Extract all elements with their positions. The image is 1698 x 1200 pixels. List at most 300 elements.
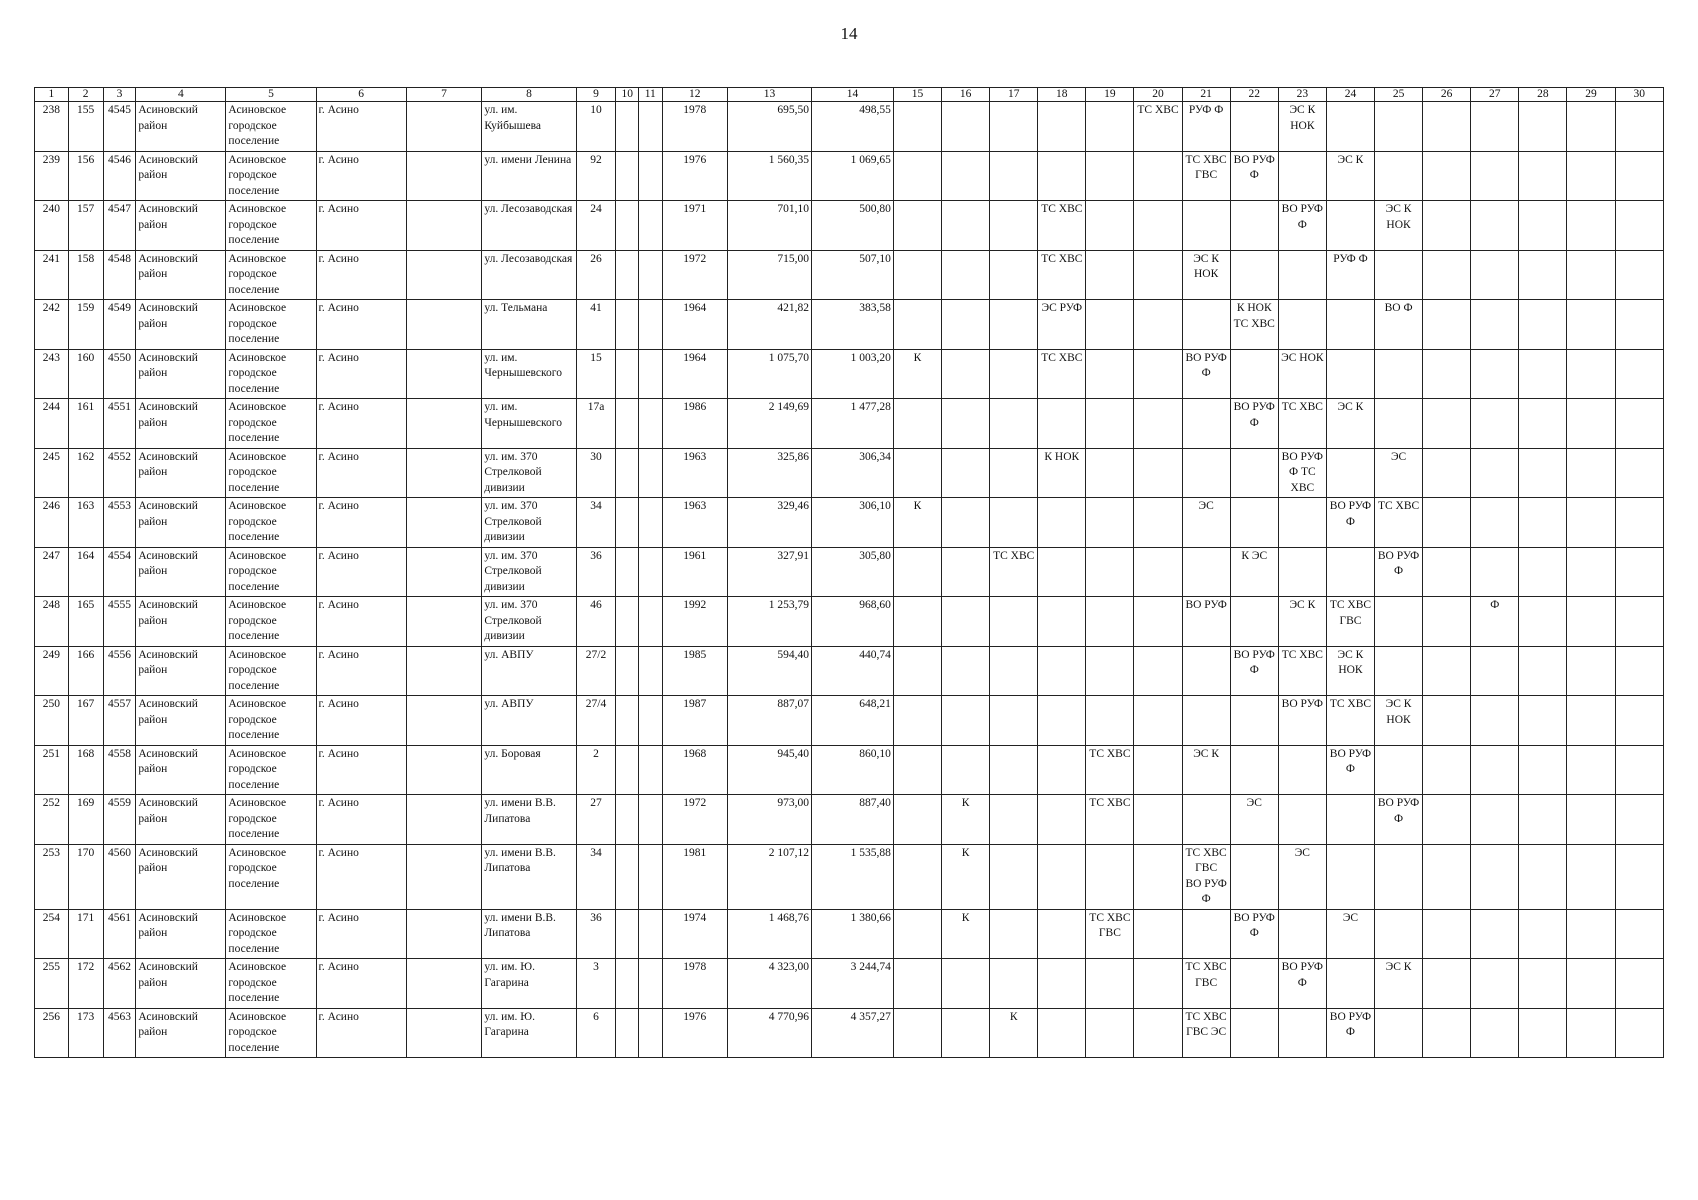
column-header-7: 7: [406, 88, 482, 102]
cell-col-8: ул. им. Куйбышева: [482, 102, 576, 152]
cell-col-4: Асиновский район: [136, 795, 226, 845]
cell-col-23: ВО РУФ Ф ТС ХВС: [1278, 448, 1326, 498]
cell-col-2: 162: [68, 448, 103, 498]
cell-col-8: ул. им. Ю. Гагарина: [482, 1008, 576, 1058]
cell-col-11: [639, 448, 663, 498]
cell-col-22: ВО РУФ Ф: [1230, 909, 1278, 959]
cell-col-30: [1615, 959, 1663, 1009]
cell-col-30: [1615, 646, 1663, 696]
cell-col-5: Асиновское городское поселение: [226, 909, 316, 959]
cell-col-11: [639, 844, 663, 909]
cell-col-18: ТС ХВС: [1038, 250, 1086, 300]
cell-col-2: 168: [68, 745, 103, 795]
cell-col-23: [1278, 498, 1326, 548]
cell-col-24: ЭС К НОК: [1326, 646, 1374, 696]
cell-col-22: ВО РУФ Ф: [1230, 151, 1278, 201]
cell-col-6: г. Асино: [316, 597, 406, 647]
cell-col-5: Асиновское городское поселение: [226, 201, 316, 251]
cell-col-27: [1471, 448, 1519, 498]
cell-col-16: [942, 745, 990, 795]
cell-col-21: [1182, 696, 1230, 746]
cell-col-19: [1086, 300, 1134, 350]
cell-col-17: [990, 151, 1038, 201]
cell-col-21: ТС ХВС ГВС ВО РУФ Ф: [1182, 844, 1230, 909]
cell-col-16: [942, 498, 990, 548]
cell-col-3: 4554: [103, 547, 136, 597]
column-header-27: 27: [1471, 88, 1519, 102]
cell-col-27: [1471, 201, 1519, 251]
cell-col-29: [1567, 349, 1615, 399]
cell-col-1: 256: [35, 1008, 69, 1058]
cell-col-29: [1567, 250, 1615, 300]
cell-col-7: [406, 448, 482, 498]
cell-col-18: [1038, 1008, 1086, 1058]
cell-col-25: [1375, 745, 1423, 795]
cell-col-18: [1038, 547, 1086, 597]
cell-col-11: [639, 597, 663, 647]
cell-col-22: [1230, 597, 1278, 647]
cell-col-17: [990, 597, 1038, 647]
cell-col-20: [1134, 909, 1182, 959]
cell-col-12: 1972: [662, 795, 728, 845]
cell-col-11: [639, 745, 663, 795]
cell-col-16: [942, 1008, 990, 1058]
cell-col-20: [1134, 399, 1182, 449]
cell-col-4: Асиновский район: [136, 300, 226, 350]
cell-col-21: [1182, 547, 1230, 597]
cell-col-8: ул. АВПУ: [482, 646, 576, 696]
cell-col-25: ВО РУФ Ф: [1375, 547, 1423, 597]
cell-col-29: [1567, 300, 1615, 350]
cell-col-3: 4556: [103, 646, 136, 696]
cell-col-6: г. Асино: [316, 399, 406, 449]
cell-col-8: ул. Лесозаводская: [482, 250, 576, 300]
cell-col-29: [1567, 909, 1615, 959]
cell-col-22: [1230, 102, 1278, 152]
cell-col-24: [1326, 349, 1374, 399]
cell-col-1: 253: [35, 844, 69, 909]
cell-col-16: [942, 349, 990, 399]
cell-col-23: ТС ХВС: [1278, 646, 1326, 696]
cell-col-27: [1471, 1008, 1519, 1058]
table-row: [35, 448, 1664, 498]
cell-col-18: [1038, 745, 1086, 795]
cell-col-2: 163: [68, 498, 103, 548]
cell-col-13: 594,40: [728, 646, 812, 696]
cell-col-4: Асиновский район: [136, 498, 226, 548]
cell-col-13: 4 770,96: [728, 1008, 812, 1058]
cell-col-16: К: [942, 795, 990, 845]
cell-col-10: [616, 349, 639, 399]
column-header-5: 5: [226, 88, 316, 102]
cell-col-4: Асиновский район: [136, 547, 226, 597]
cell-col-23: [1278, 909, 1326, 959]
cell-col-8: ул. Боровая: [482, 745, 576, 795]
cell-col-6: г. Асино: [316, 844, 406, 909]
cell-col-13: 715,00: [728, 250, 812, 300]
cell-col-27: Ф: [1471, 597, 1519, 647]
cell-col-8: ул. имени В.В. Липатова: [482, 909, 576, 959]
cell-col-3: 4553: [103, 498, 136, 548]
cell-col-28: [1519, 547, 1567, 597]
cell-col-19: [1086, 959, 1134, 1009]
cell-col-8: ул. им. Чернышевского: [482, 349, 576, 399]
cell-col-1: 244: [35, 399, 69, 449]
cell-col-9: 17а: [576, 399, 616, 449]
cell-col-10: [616, 844, 639, 909]
cell-col-15: [893, 959, 941, 1009]
cell-col-21: [1182, 795, 1230, 845]
cell-col-28: [1519, 959, 1567, 1009]
cell-col-26: [1423, 250, 1471, 300]
cell-col-3: 4559: [103, 795, 136, 845]
cell-col-24: ВО РУФ Ф: [1326, 745, 1374, 795]
cell-col-15: [893, 102, 941, 152]
cell-col-24: [1326, 300, 1374, 350]
cell-col-9: 6: [576, 1008, 616, 1058]
cell-col-8: ул. имени Ленина: [482, 151, 576, 201]
cell-col-25: ЭС К НОК: [1375, 696, 1423, 746]
cell-col-9: 30: [576, 448, 616, 498]
cell-col-10: [616, 448, 639, 498]
column-header-14: 14: [812, 88, 894, 102]
cell-col-22: [1230, 1008, 1278, 1058]
cell-col-28: [1519, 201, 1567, 251]
cell-col-18: К НОК: [1038, 448, 1086, 498]
cell-col-15: [893, 909, 941, 959]
cell-col-10: [616, 959, 639, 1009]
cell-col-11: [639, 909, 663, 959]
cell-col-5: Асиновское городское поселение: [226, 795, 316, 845]
cell-col-3: 4560: [103, 844, 136, 909]
cell-col-30: [1615, 1008, 1663, 1058]
cell-col-16: К: [942, 909, 990, 959]
cell-col-21: ВО РУФ Ф: [1182, 349, 1230, 399]
cell-col-2: 160: [68, 349, 103, 399]
table-row: [35, 300, 1664, 350]
cell-col-15: [893, 300, 941, 350]
cell-col-2: 164: [68, 547, 103, 597]
cell-col-5: Асиновское городское поселение: [226, 399, 316, 449]
cell-col-4: Асиновский район: [136, 1008, 226, 1058]
register-table: [34, 87, 1664, 1058]
table-row: [35, 547, 1664, 597]
cell-col-7: [406, 250, 482, 300]
cell-col-10: [616, 909, 639, 959]
cell-col-6: г. Асино: [316, 547, 406, 597]
cell-col-17: [990, 102, 1038, 152]
cell-col-2: 155: [68, 102, 103, 152]
cell-col-7: [406, 909, 482, 959]
cell-col-26: [1423, 102, 1471, 152]
cell-col-11: [639, 102, 663, 152]
cell-col-5: Асиновское городское поселение: [226, 448, 316, 498]
column-header-29: 29: [1567, 88, 1615, 102]
cell-col-11: [639, 498, 663, 548]
cell-col-16: К: [942, 844, 990, 909]
cell-col-17: [990, 646, 1038, 696]
cell-col-4: Асиновский район: [136, 250, 226, 300]
cell-col-20: [1134, 349, 1182, 399]
cell-col-17: К: [990, 1008, 1038, 1058]
cell-col-21: [1182, 646, 1230, 696]
cell-col-14: 507,10: [812, 250, 894, 300]
cell-col-18: [1038, 597, 1086, 647]
column-header-13: 13: [728, 88, 812, 102]
cell-col-27: [1471, 795, 1519, 845]
cell-col-11: [639, 646, 663, 696]
cell-col-18: [1038, 959, 1086, 1009]
cell-col-18: [1038, 795, 1086, 845]
cell-col-4: Асиновский район: [136, 448, 226, 498]
cell-col-23: [1278, 1008, 1326, 1058]
cell-col-25: [1375, 151, 1423, 201]
cell-col-20: [1134, 795, 1182, 845]
cell-col-14: 4 357,27: [812, 1008, 894, 1058]
cell-col-16: [942, 547, 990, 597]
cell-col-15: К: [893, 349, 941, 399]
cell-col-10: [616, 597, 639, 647]
cell-col-5: Асиновское городское поселение: [226, 1008, 316, 1058]
cell-col-22: [1230, 498, 1278, 548]
cell-col-19: [1086, 1008, 1134, 1058]
cell-col-15: К: [893, 498, 941, 548]
cell-col-13: 1 253,79: [728, 597, 812, 647]
cell-col-15: [893, 547, 941, 597]
cell-col-24: ЭС К: [1326, 399, 1374, 449]
cell-col-10: [616, 201, 639, 251]
table-row: [35, 597, 1664, 647]
cell-col-22: [1230, 448, 1278, 498]
cell-col-20: [1134, 448, 1182, 498]
cell-col-13: 695,50: [728, 102, 812, 152]
column-header-30: 30: [1615, 88, 1663, 102]
cell-col-7: [406, 795, 482, 845]
cell-col-20: [1134, 646, 1182, 696]
cell-col-6: г. Асино: [316, 151, 406, 201]
cell-col-11: [639, 300, 663, 350]
column-header-10: 10: [616, 88, 639, 102]
cell-col-15: [893, 201, 941, 251]
cell-col-4: Асиновский район: [136, 646, 226, 696]
cell-col-24: ТС ХВС ГВС: [1326, 597, 1374, 647]
cell-col-23: [1278, 795, 1326, 845]
cell-col-12: 1963: [662, 448, 728, 498]
cell-col-13: 1 075,70: [728, 349, 812, 399]
cell-col-24: [1326, 448, 1374, 498]
cell-col-29: [1567, 844, 1615, 909]
table-body: [35, 102, 1664, 1058]
column-header-11: 11: [639, 88, 663, 102]
cell-col-5: Асиновское городское поселение: [226, 696, 316, 746]
cell-col-23: ТС ХВС: [1278, 399, 1326, 449]
cell-col-8: ул. Тельмана: [482, 300, 576, 350]
cell-col-18: [1038, 399, 1086, 449]
cell-col-19: [1086, 201, 1134, 251]
cell-col-6: г. Асино: [316, 250, 406, 300]
cell-col-23: ЭС К: [1278, 597, 1326, 647]
cell-col-15: [893, 250, 941, 300]
cell-col-20: [1134, 151, 1182, 201]
cell-col-28: [1519, 597, 1567, 647]
cell-col-10: [616, 646, 639, 696]
cell-col-28: [1519, 399, 1567, 449]
cell-col-12: 1972: [662, 250, 728, 300]
cell-col-29: [1567, 498, 1615, 548]
cell-col-3: 4548: [103, 250, 136, 300]
cell-col-18: [1038, 102, 1086, 152]
column-header-6: 6: [316, 88, 406, 102]
column-header-16: 16: [942, 88, 990, 102]
cell-col-11: [639, 1008, 663, 1058]
cell-col-15: [893, 597, 941, 647]
cell-col-9: 27/4: [576, 696, 616, 746]
cell-col-24: [1326, 844, 1374, 909]
column-header-24: 24: [1326, 88, 1374, 102]
cell-col-5: Асиновское городское поселение: [226, 959, 316, 1009]
cell-col-17: [990, 844, 1038, 909]
cell-col-2: 159: [68, 300, 103, 350]
cell-col-20: [1134, 201, 1182, 251]
cell-col-4: Асиновский район: [136, 151, 226, 201]
cell-col-15: [893, 745, 941, 795]
cell-col-9: 26: [576, 250, 616, 300]
cell-col-3: 4549: [103, 300, 136, 350]
cell-col-23: [1278, 745, 1326, 795]
cell-col-7: [406, 696, 482, 746]
cell-col-16: [942, 201, 990, 251]
cell-col-19: [1086, 597, 1134, 647]
cell-col-7: [406, 959, 482, 1009]
cell-col-29: [1567, 547, 1615, 597]
cell-col-26: [1423, 795, 1471, 845]
cell-col-3: 4561: [103, 909, 136, 959]
cell-col-10: [616, 795, 639, 845]
cell-col-6: г. Асино: [316, 646, 406, 696]
cell-col-13: 887,07: [728, 696, 812, 746]
cell-col-26: [1423, 300, 1471, 350]
cell-col-2: 172: [68, 959, 103, 1009]
cell-col-15: [893, 399, 941, 449]
cell-col-12: 1985: [662, 646, 728, 696]
cell-col-13: 2 107,12: [728, 844, 812, 909]
cell-col-18: [1038, 909, 1086, 959]
cell-col-11: [639, 250, 663, 300]
cell-col-28: [1519, 696, 1567, 746]
cell-col-14: 305,80: [812, 547, 894, 597]
cell-col-22: [1230, 959, 1278, 1009]
cell-col-3: 4545: [103, 102, 136, 152]
cell-col-29: [1567, 399, 1615, 449]
cell-col-16: [942, 300, 990, 350]
cell-col-13: 945,40: [728, 745, 812, 795]
cell-col-10: [616, 547, 639, 597]
cell-col-21: [1182, 909, 1230, 959]
cell-col-24: [1326, 795, 1374, 845]
cell-col-29: [1567, 959, 1615, 1009]
cell-col-17: [990, 959, 1038, 1009]
cell-col-27: [1471, 745, 1519, 795]
cell-col-19: [1086, 250, 1134, 300]
cell-col-9: 10: [576, 102, 616, 152]
table-row: [35, 498, 1664, 548]
cell-col-14: 500,80: [812, 201, 894, 251]
cell-col-16: [942, 448, 990, 498]
cell-col-23: ВО РУФ: [1278, 696, 1326, 746]
cell-col-14: 887,40: [812, 795, 894, 845]
cell-col-28: [1519, 498, 1567, 548]
cell-col-8: ул. им. 370 Стрелковой дивизии: [482, 448, 576, 498]
cell-col-10: [616, 696, 639, 746]
table-row: [35, 696, 1664, 746]
cell-col-30: [1615, 102, 1663, 152]
table-row: [35, 745, 1664, 795]
cell-col-8: ул. им. 370 Стрелковой дивизии: [482, 498, 576, 548]
cell-col-4: Асиновский район: [136, 399, 226, 449]
cell-col-16: [942, 102, 990, 152]
cell-col-22: [1230, 696, 1278, 746]
cell-col-13: 329,46: [728, 498, 812, 548]
cell-col-22: [1230, 250, 1278, 300]
table-row: [35, 1008, 1664, 1058]
cell-col-13: 1 560,35: [728, 151, 812, 201]
cell-col-20: [1134, 745, 1182, 795]
cell-col-21: ЭС К НОК: [1182, 250, 1230, 300]
cell-col-12: 1971: [662, 201, 728, 251]
cell-col-14: 306,10: [812, 498, 894, 548]
cell-col-20: [1134, 498, 1182, 548]
cell-col-28: [1519, 448, 1567, 498]
cell-col-2: 173: [68, 1008, 103, 1058]
cell-col-12: 1964: [662, 300, 728, 350]
cell-col-27: [1471, 399, 1519, 449]
cell-col-27: [1471, 151, 1519, 201]
cell-col-16: [942, 597, 990, 647]
cell-col-9: 46: [576, 597, 616, 647]
table-row: [35, 844, 1664, 909]
cell-col-25: ТС ХВС: [1375, 498, 1423, 548]
cell-col-25: [1375, 646, 1423, 696]
cell-col-5: Асиновское городское поселение: [226, 844, 316, 909]
column-header-26: 26: [1423, 88, 1471, 102]
cell-col-30: [1615, 909, 1663, 959]
column-header-22: 22: [1230, 88, 1278, 102]
cell-col-17: [990, 399, 1038, 449]
cell-col-20: ТС ХВС: [1134, 102, 1182, 152]
cell-col-25: [1375, 597, 1423, 647]
cell-col-3: 4558: [103, 745, 136, 795]
cell-col-10: [616, 399, 639, 449]
cell-col-4: Асиновский район: [136, 959, 226, 1009]
cell-col-10: [616, 151, 639, 201]
table-row: [35, 909, 1664, 959]
cell-col-21: ТС ХВС ГВС ЭС: [1182, 1008, 1230, 1058]
cell-col-26: [1423, 201, 1471, 251]
cell-col-28: [1519, 250, 1567, 300]
cell-col-12: 1992: [662, 597, 728, 647]
cell-col-8: ул. им. 370 Стрелковой дивизии: [482, 547, 576, 597]
cell-col-7: [406, 844, 482, 909]
cell-col-15: [893, 151, 941, 201]
cell-col-13: 325,86: [728, 448, 812, 498]
column-header-18: 18: [1038, 88, 1086, 102]
cell-col-16: [942, 696, 990, 746]
cell-col-26: [1423, 844, 1471, 909]
cell-col-24: ЭС: [1326, 909, 1374, 959]
cell-col-5: Асиновское городское поселение: [226, 745, 316, 795]
cell-col-5: Асиновское городское поселение: [226, 646, 316, 696]
cell-col-18: [1038, 646, 1086, 696]
